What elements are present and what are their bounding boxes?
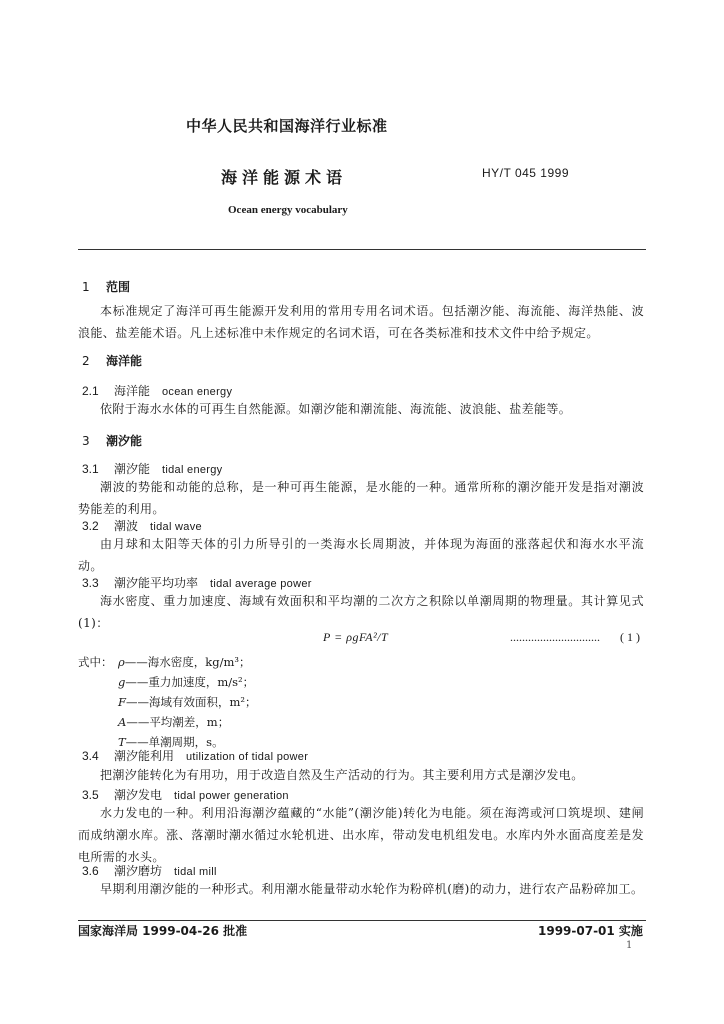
term-number: 3.1 <box>82 462 99 476</box>
term-chinese: 潮汐发电 <box>114 788 163 802</box>
issuing-body: 中华人民共和国海洋行业标准 <box>186 117 388 135</box>
variable-symbol: A <box>118 715 127 729</box>
term-chinese: 海洋能 <box>114 384 151 398</box>
variable-description: ——单潮周期，s。 <box>125 735 224 749</box>
term-3-3-definition: 海水密度、重力加速度、海域有效面积和平均潮的二次方之积除以单潮周期的物理量。其计算见式(1)： <box>78 594 644 630</box>
term-number: 3.4 <box>82 749 99 763</box>
term-3-4-definition: 把潮汐能转化为有用功，用于改造自然及生产活动的行为。其主要利用方式是潮汐发电。 <box>100 768 584 782</box>
section-title: 潮汐能 <box>106 434 143 448</box>
header-divider <box>78 249 646 250</box>
variable-symbol: T <box>118 735 126 749</box>
term-3-1 <box>82 460 223 477</box>
term-3-2 <box>82 517 202 534</box>
term-english: ocean energy <box>162 386 233 398</box>
equation-number: ( 1 ) <box>620 630 640 644</box>
variable-description: ——平均潮差，m； <box>126 715 230 729</box>
variable-description: ——海水密度，kg/m³； <box>124 655 251 669</box>
section-number: 1 <box>82 280 90 294</box>
variable-description: ——重力加速度，m/s²； <box>125 675 255 689</box>
variable-a <box>118 714 229 730</box>
term-english: tidal energy <box>162 464 223 476</box>
section-1-body: 本标准规定了海洋可再生能源开发利用的常用专用名词术语。包括潮汐能、海流能、海洋热能、波浪能、盐差能术语。凡上述标准中未作规定的名词术语，可在各类标准和技术文件中给予规定。 <box>78 304 644 340</box>
term-number: 3.3 <box>82 576 99 590</box>
section-number: 3 <box>82 434 90 448</box>
formula-leader-dots: .............................. <box>510 630 600 644</box>
term-english: tidal mill <box>174 866 217 878</box>
term-2-1-definition: 依附于海水水体的可再生自然能源。如潮汐能和潮流能、海流能、波浪能、盐差能等。 <box>100 402 572 416</box>
document-title-english: Ocean energy vocabulary <box>228 204 348 216</box>
term-3-5-definition: 水力发电的一种。利用沿海潮汐蕴藏的“水能”(潮汐能)转化为电能。须在海湾或河口筑堤坝、建闸而成纳潮水库。涨、落潮时潮水循过水轮机进、出水库，带动发电机组发电。水库内外水面高度差是发电所需的水头。 <box>78 806 644 864</box>
term-english: tidal wave <box>150 521 202 533</box>
section-2-heading <box>82 352 142 369</box>
variable-symbol: g <box>118 675 126 689</box>
section-title: 范围 <box>106 280 131 294</box>
variable-symbol: ρ <box>118 655 125 669</box>
variable-symbol: F <box>118 695 126 709</box>
approval-statement: 国家海洋局 1999-04-26 批准 <box>78 924 248 938</box>
term-3-4 <box>82 747 308 764</box>
term-3-6 <box>82 862 217 879</box>
formula-1: P = ρgFA²/T <box>323 630 389 644</box>
term-english: tidal average power <box>210 578 312 590</box>
term-3-3 <box>82 574 312 591</box>
term-chinese: 潮汐能 <box>114 462 151 476</box>
term-number: 3.2 <box>82 519 99 533</box>
document-title: 海洋能源术语 <box>221 168 348 187</box>
standard-number: HY/T 045 1999 <box>482 166 570 180</box>
term-chinese: 潮波 <box>114 519 139 533</box>
term-chinese: 潮汐能利用 <box>114 749 175 763</box>
variable-description: ——海域有效面积，m²； <box>125 695 257 709</box>
section-3-heading <box>82 432 142 449</box>
variable-g <box>118 674 254 690</box>
section-1-heading <box>82 278 130 295</box>
effective-date: 1999-07-01 实施 <box>538 924 643 938</box>
term-english: utilization of tidal power <box>186 751 309 763</box>
term-3-5 <box>82 786 289 803</box>
term-chinese: 潮汐磨坊 <box>114 864 163 878</box>
variable-rho <box>118 654 250 670</box>
footer-divider <box>78 920 646 921</box>
term-number: 2.1 <box>82 384 99 398</box>
term-number: 3.5 <box>82 788 99 802</box>
where-label: 式中： <box>78 655 113 669</box>
term-chinese: 潮汐能平均功率 <box>114 576 199 590</box>
page-number: 1 <box>626 940 633 951</box>
term-3-6-definition: 早期利用潮汐能的一种形式。利用潮水能量带动水轮作为粉碎机(磨)的动力，进行农产品粉碎加工。 <box>100 882 644 896</box>
term-3-1-definition: 潮波的势能和动能的总称，是一种可再生能源，是水能的一种。通常所称的潮汐能开发是指对潮波势能差的利用。 <box>78 480 644 516</box>
term-number: 3.6 <box>82 864 99 878</box>
term-english: tidal power generation <box>174 790 289 802</box>
variable-f <box>118 694 257 710</box>
term-2-1 <box>82 382 232 399</box>
section-title: 海洋能 <box>106 354 143 368</box>
section-number: 2 <box>82 354 90 368</box>
term-3-2-definition: 由月球和太阳等天体的引力所导引的一类海水长周期波，并体现为海面的涨落起伏和海水水平流动。 <box>78 537 644 573</box>
